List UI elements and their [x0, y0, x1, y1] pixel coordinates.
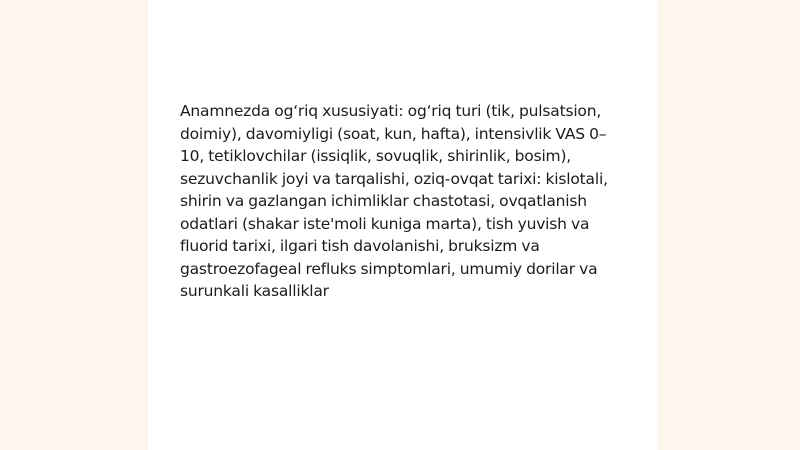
- anamnesis-paragraph: Anamnezda og‘riq xususiyati: og‘riq turi (tik, pulsatsion, doimiy), davomiyligi (soat, kun, hafta), intensivlik VAS 0–10, tetiklovchilar (issiqlik, sovuqlik, shirinlik, bosim), sezuvchanlik joyi va tarqalishi, oziq-ovqat tarixi: kislotali, shirin va gazlangan ichimliklar chastotasi, ovqatlanish odatlari (shakar iste'moli kuniga marta), tish yuvish va fluorid tarixi, ilgari tish davolanishi, bruksizm va gastroezofageal refluks simptomlari, umumiy dorilar va surunkali kasalliklar: [180, 102, 608, 300]
- document-page: [148, 0, 658, 450]
